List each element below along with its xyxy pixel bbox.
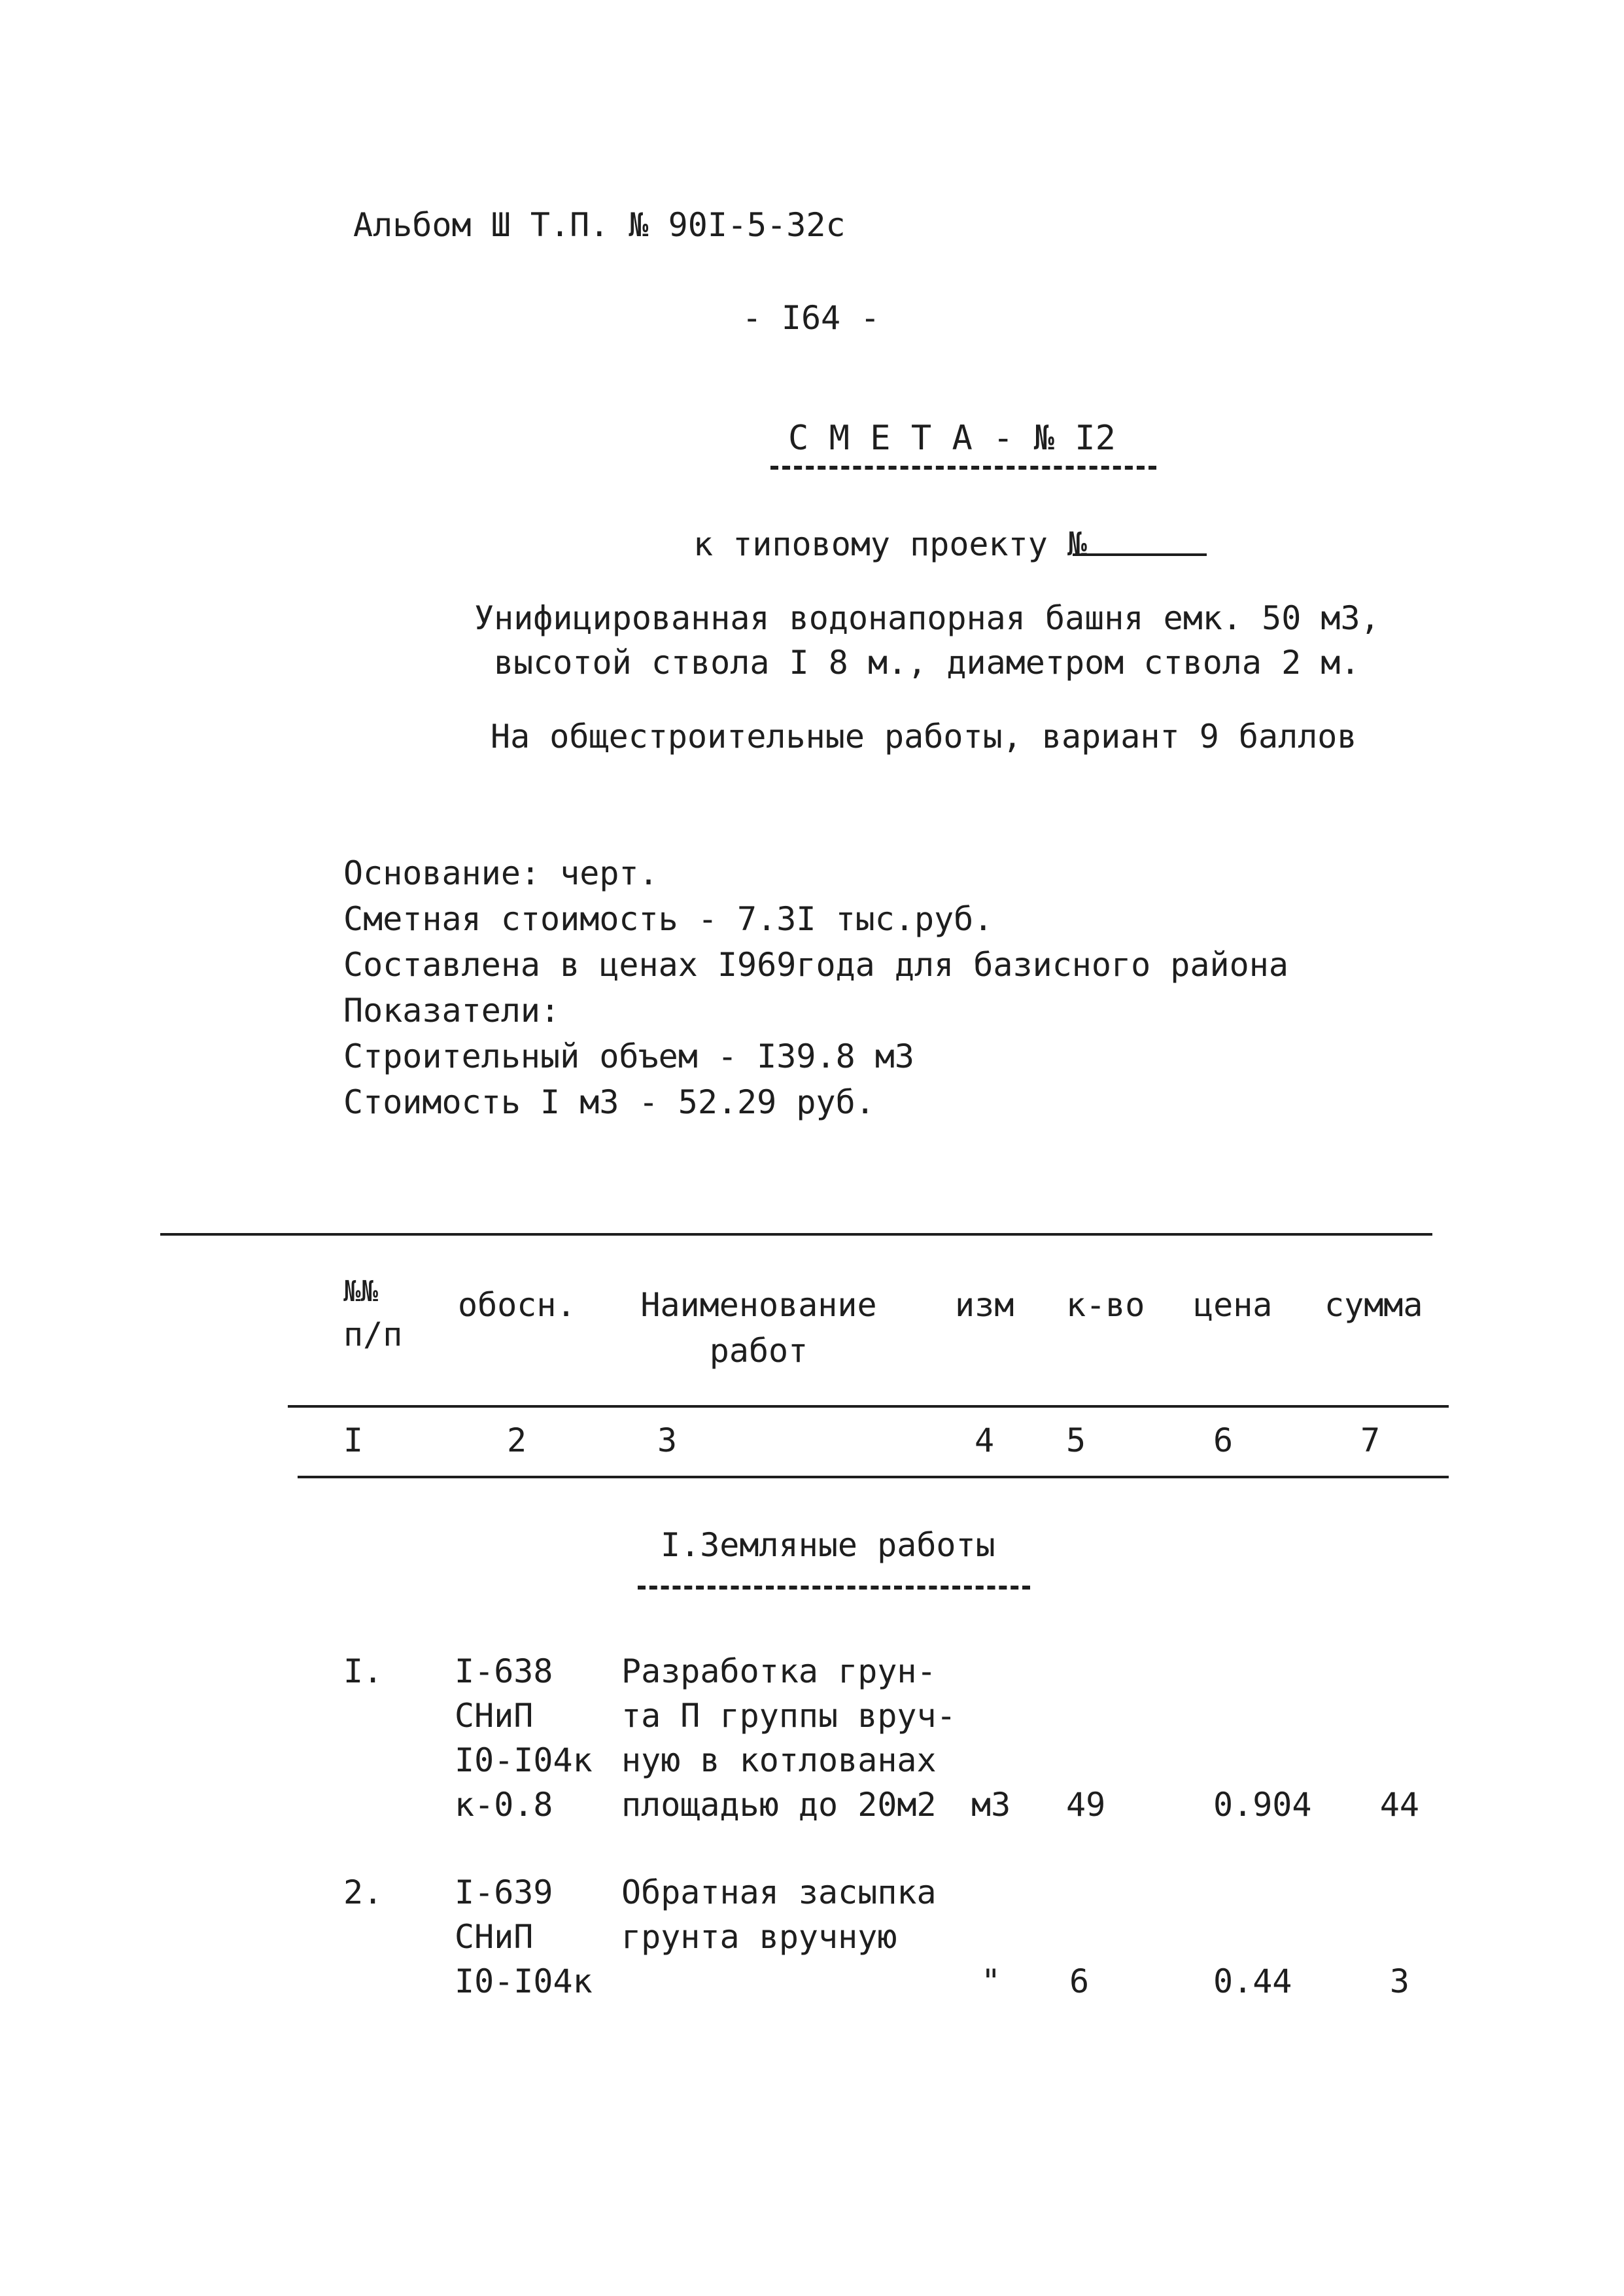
column-number-5: 5 <box>1066 1421 1086 1459</box>
section-title-underline <box>638 1586 1030 1590</box>
column-number-2: 2 <box>507 1421 527 1459</box>
column-number-3: 3 <box>657 1421 678 1459</box>
header-name-2: работ <box>709 1332 808 1370</box>
prices-line: Составлена в ценах I969года для базисного района <box>343 946 1288 984</box>
row-name-line: та П группы вруч- <box>621 1697 956 1735</box>
column-number-bottom-rule <box>298 1476 1449 1478</box>
header-basis: обосн. <box>458 1286 576 1324</box>
row-name-line: Обратная засыпка <box>621 1873 937 1911</box>
row-basis-line: I-639 <box>455 1873 553 1911</box>
row-unit: " <box>981 1962 1001 2000</box>
row-number: 2. <box>343 1873 383 1911</box>
header-qty: к-во <box>1066 1286 1145 1324</box>
row-qty: 6 <box>1069 1962 1090 2000</box>
row-unit: м3 <box>971 1786 1011 1824</box>
section-title: I.Земляные работы <box>661 1526 995 1564</box>
row-qty: 49 <box>1066 1786 1106 1824</box>
row-basis-line: СНиП <box>455 1918 534 1956</box>
column-number-4: 4 <box>975 1421 995 1459</box>
indicators-line: Показатели: <box>343 992 561 1030</box>
page-number: - I64 - <box>742 299 880 337</box>
column-number-1: I <box>343 1421 364 1459</box>
row-basis-line: I0-I04к <box>455 1741 593 1779</box>
header-bottom-rule <box>288 1405 1449 1408</box>
table-top-rule <box>160 1233 1432 1236</box>
header-price: цена <box>1194 1286 1273 1324</box>
row-basis-line: I0-I04к <box>455 1962 593 2000</box>
project-line: к типовому проекту № <box>693 525 1088 563</box>
work-type: На общестроительные работы, вариант 9 баллов <box>491 718 1357 756</box>
row-sum: 3 <box>1389 1962 1409 2000</box>
row-name-line: ную в котлованах <box>621 1741 937 1779</box>
header-name-1: Наименование <box>640 1286 877 1324</box>
estimated-cost-line: Сметная стоимость - 7.3I тыс.руб. <box>343 900 993 938</box>
row-price: 0.904 <box>1213 1786 1312 1824</box>
description-line-1: Унифицированная водонапорная башня емк. 50 м3, <box>474 599 1380 637</box>
row-number: I. <box>343 1652 383 1690</box>
project-number-blank <box>1073 553 1207 556</box>
header-sum: сумма <box>1324 1286 1423 1324</box>
estimate-heading: С М Е Т А - № I2 <box>788 419 1116 458</box>
row-sum: 44 <box>1379 1786 1419 1824</box>
description-line-2: высотой ствола I 8 м., диаметром ствола 2 м. <box>494 644 1360 682</box>
unit-cost-line: Стоимость I м3 - 52.29 руб. <box>343 1083 875 1121</box>
basis-line: Основание: черт. <box>343 854 659 892</box>
header-unit: изм <box>955 1286 1014 1324</box>
row-name-line: грунта вручную <box>621 1918 897 1956</box>
row-name-line: площадью до 20м2 <box>621 1786 937 1824</box>
header-num-1: №№ <box>343 1275 378 1308</box>
column-number-6: 6 <box>1213 1421 1234 1459</box>
row-basis-line: I-638 <box>455 1652 553 1690</box>
album-reference: Альбом Ш Т.П. № 90I-5-32с <box>353 206 846 244</box>
header-num-2: п/п <box>343 1315 403 1353</box>
row-basis-line: к-0.8 <box>455 1786 553 1824</box>
row-name-line: Разработка грун- <box>621 1652 937 1690</box>
row-price: 0.44 <box>1213 1962 1292 2000</box>
heading-underline <box>770 466 1156 470</box>
row-basis-line: СНиП <box>455 1697 534 1735</box>
volume-line: Строительный объем - I39.8 м3 <box>343 1037 914 1075</box>
column-number-7: 7 <box>1360 1421 1381 1459</box>
